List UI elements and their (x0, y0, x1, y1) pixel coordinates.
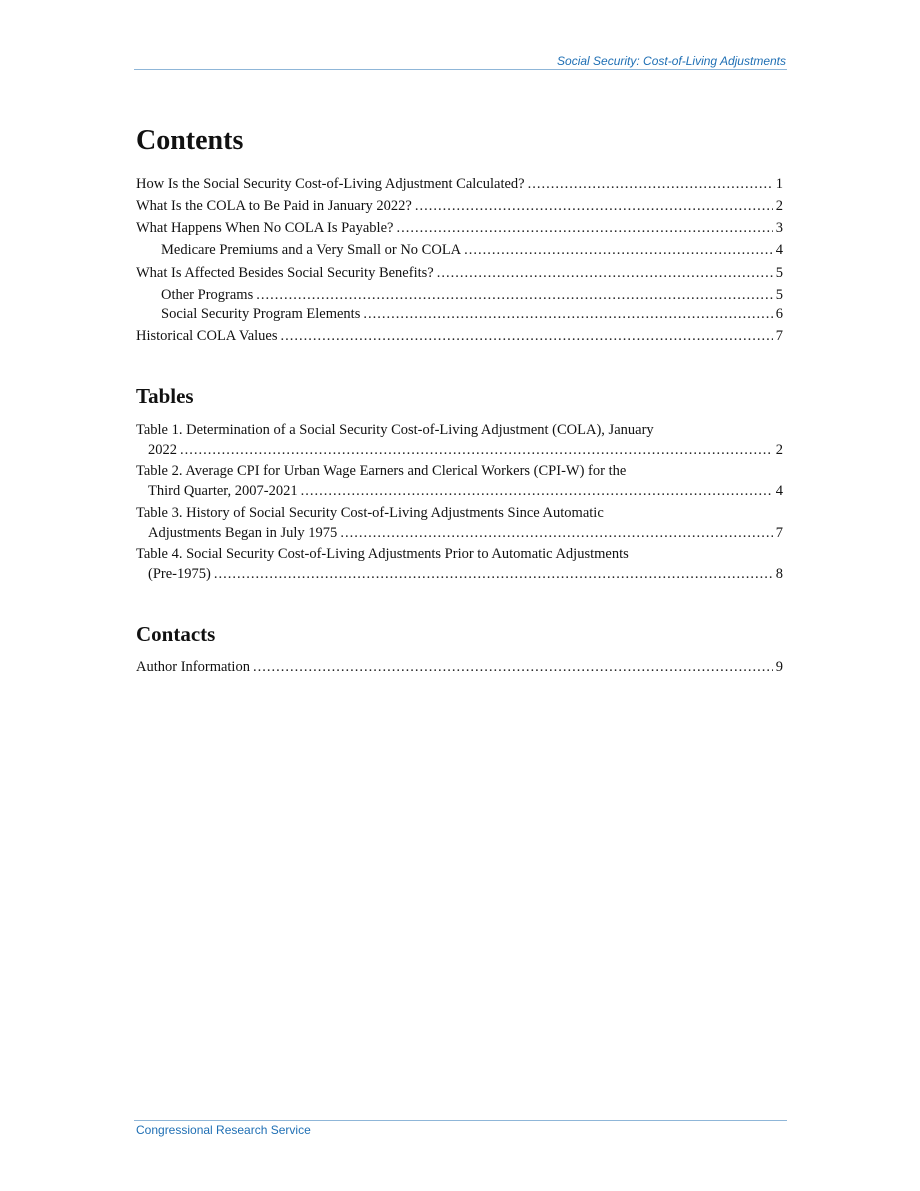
toc-entry-table-3[interactable] (136, 503, 783, 543)
toc-entry-cola-january-2022[interactable] (136, 196, 783, 216)
toc-entry-text: Author Information (136, 659, 250, 675)
dot-leader (214, 564, 773, 584)
toc-entry-text: Table 1. Determination of a Social Security Cost-of-Living Adjustment (COLA), January (136, 422, 654, 438)
toc-entry-text: Social Security Program Elements (161, 306, 361, 322)
toc-page-number: 2 (775, 442, 783, 458)
toc-entry-text-continued: (Pre-1975) (148, 566, 211, 582)
toc-entry-table-2[interactable] (136, 461, 783, 501)
contents-heading: Contents (136, 125, 244, 156)
dot-leader (281, 326, 773, 346)
toc-page-number: 7 (775, 525, 783, 541)
toc-entry-program-elements[interactable] (161, 304, 783, 324)
toc-entry-text: What Is Affected Besides Social Security Benefits? (136, 265, 434, 281)
footer-divider (134, 1120, 787, 1121)
dot-leader (528, 174, 773, 194)
toc-entry-text: Medicare Premiums and a Very Small or No COLA (161, 242, 462, 258)
toc-entry-text: Table 2. Average CPI for Urban Wage Earners and Clerical Workers (CPI-W) for the (136, 463, 627, 479)
tables-heading: Tables (136, 384, 194, 408)
toc-entry-text: Historical COLA Values (136, 328, 278, 344)
toc-entry-text: How Is the Social Security Cost-of-Living Adjustment Calculated? (136, 176, 525, 192)
toc-entry-no-cola-payable[interactable] (136, 218, 783, 238)
toc-entry-text-continued: Third Quarter, 2007-2021 (148, 483, 298, 499)
toc-entry-affected-besides[interactable] (136, 263, 783, 283)
dot-leader (363, 304, 772, 324)
toc-entry-text: Other Programs (161, 287, 254, 303)
running-footer-org: Congressional Research Service (136, 1123, 311, 1137)
toc-page-number: 9 (775, 659, 783, 675)
toc-page-number: 3 (775, 220, 783, 236)
toc-entry-historical-cola[interactable] (136, 326, 783, 346)
dot-leader (464, 240, 773, 260)
toc-entry-table-4[interactable] (136, 544, 783, 584)
toc-entry-other-programs[interactable] (161, 285, 783, 305)
toc-entry-text: What Happens When No COLA Is Payable? (136, 220, 394, 236)
dot-leader (180, 440, 773, 460)
toc-entry-text-continued: 2022 (148, 442, 177, 458)
dot-leader (396, 218, 772, 238)
toc-page-number: 6 (775, 306, 783, 322)
dot-leader (301, 481, 773, 501)
toc-page-number: 7 (775, 328, 783, 344)
toc-page-number: 2 (775, 198, 783, 214)
toc-page-number: 5 (775, 265, 783, 281)
toc-page-number: 4 (775, 242, 783, 258)
toc-entry-cola-calculation[interactable] (136, 174, 783, 194)
dot-leader (256, 285, 773, 305)
dot-leader (253, 657, 773, 677)
toc-page-number: 5 (775, 287, 783, 303)
toc-page-number: 8 (775, 566, 783, 582)
contacts-heading: Contacts (136, 622, 216, 646)
dot-leader (415, 196, 773, 216)
toc-page-number: 1 (775, 176, 783, 192)
toc-page-number: 4 (775, 483, 783, 499)
toc-entry-text: What Is the COLA to Be Paid in January 2022? (136, 198, 412, 214)
toc-entry-text: Table 3. History of Social Security Cost-of-Living Adjustments Since Automatic (136, 505, 604, 521)
toc-entry-table-1[interactable] (136, 420, 783, 460)
dot-leader (437, 263, 773, 283)
header-divider (134, 69, 787, 70)
toc-entry-text: Table 4. Social Security Cost-of-Living Adjustments Prior to Automatic Adjustments (136, 546, 629, 562)
toc-entry-medicare-premiums[interactable] (161, 240, 783, 260)
running-header-title: Social Security: Cost-of-Living Adjustments (557, 54, 786, 68)
toc-entry-author-information[interactable] (136, 657, 783, 677)
dot-leader (340, 523, 772, 543)
toc-entry-text-continued: Adjustments Began in July 1975 (148, 525, 338, 541)
